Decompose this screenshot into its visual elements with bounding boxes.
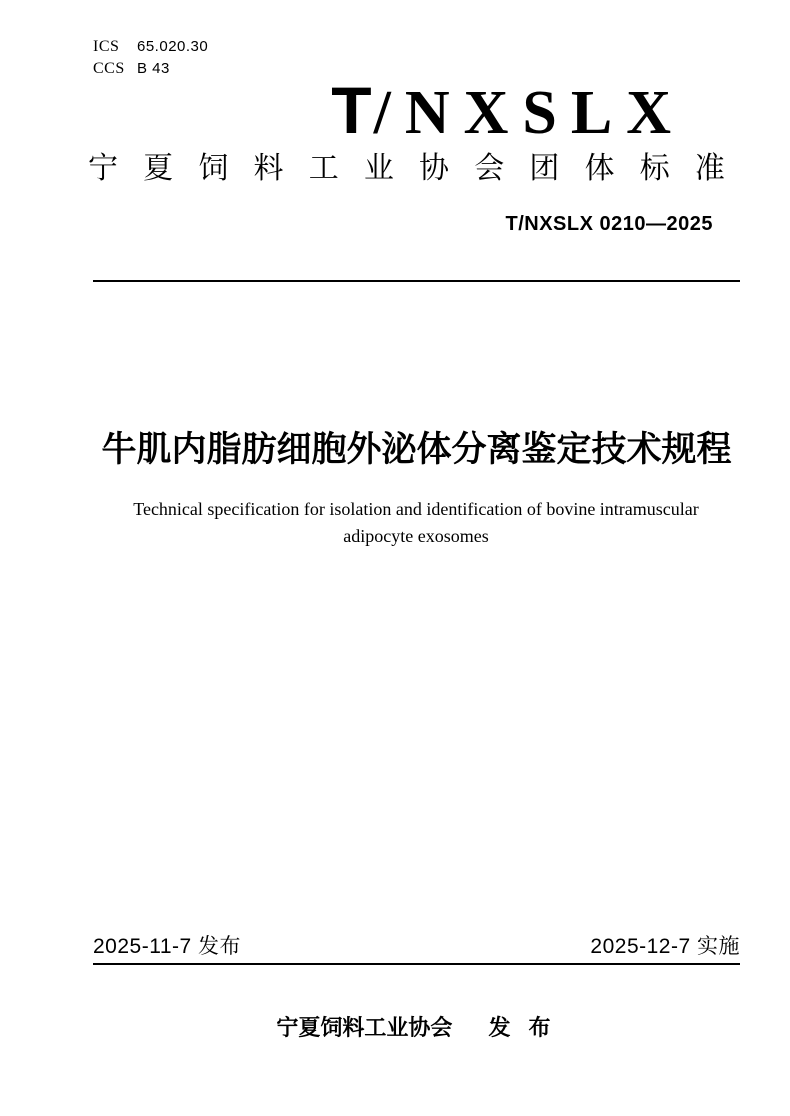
footer-rule <box>93 963 740 965</box>
logo-letter-t: T <box>331 73 372 147</box>
date-row <box>93 934 740 960</box>
issue-date: 2025-11-7 发布 <box>93 935 242 958</box>
document-title-en: Technical specification for isolation and identification of bovine intramuscular adipocyte exosomes <box>133 499 699 546</box>
ics-row <box>93 36 208 58</box>
implement-date: 2025-12-7 实施 <box>590 935 740 958</box>
ccs-row <box>93 58 208 80</box>
association-standard-headline: 宁 夏 饲 料 工 业 协 会 团 体 标 准 <box>88 152 725 185</box>
ics-label: ICS <box>93 38 120 55</box>
document-title-zh: 牛肌内脂肪细胞外泌体分离鉴定技术规程 <box>101 430 732 469</box>
standard-number: T/NXSLX 0210—2025 <box>505 213 713 235</box>
header-rule <box>93 280 740 282</box>
publisher-name: 宁夏饲料工业协会 <box>276 1015 453 1040</box>
classification-codes <box>93 36 208 80</box>
publish-word: 发 布 <box>488 1015 557 1040</box>
publisher-row <box>93 1015 740 1041</box>
cover-content <box>88 0 740 1116</box>
ics-code: 65.020.30 <box>137 38 209 55</box>
logo-nxslx: /NXSLX <box>373 79 685 147</box>
standard-logo-mark <box>331 73 685 162</box>
ccs-label: CCS <box>93 60 125 77</box>
ccs-code: B 43 <box>137 60 170 77</box>
